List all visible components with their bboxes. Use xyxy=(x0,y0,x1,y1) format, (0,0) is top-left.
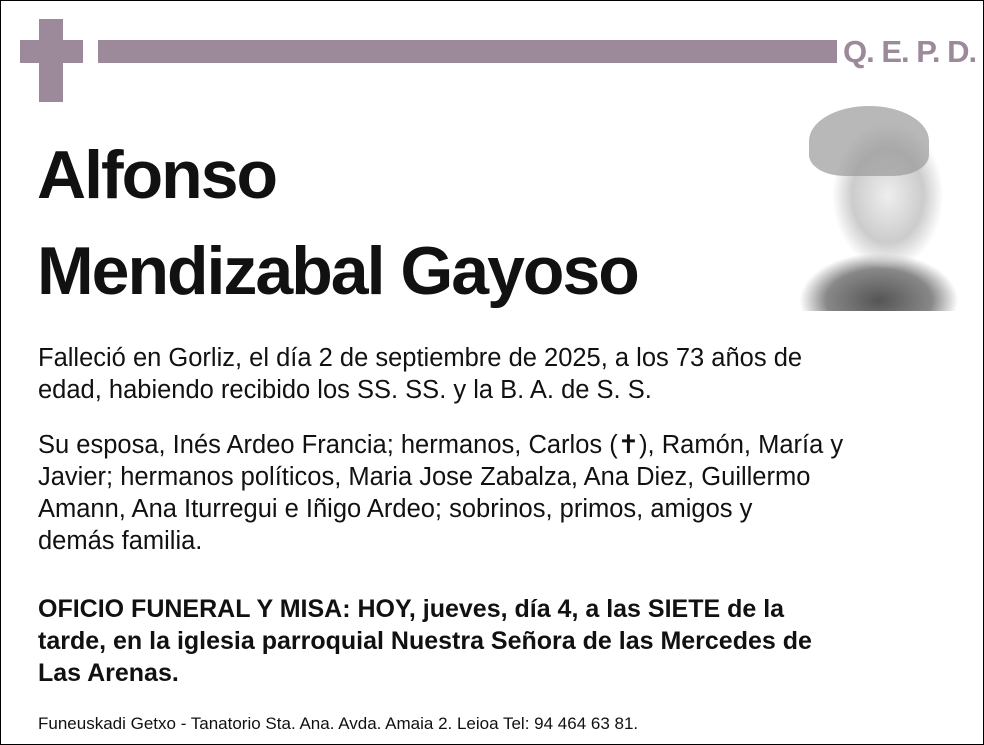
qepd-label: Q. E. P. D. xyxy=(843,34,977,69)
funeral-service-info xyxy=(38,593,812,689)
deceased-surnames: Mendizabal Gayoso xyxy=(37,233,638,309)
text-line: demás familia. xyxy=(38,527,203,555)
text-line: Javier; hermanos políticos, Maria Jose Zabalza, Ana Diez, Guillermo xyxy=(38,463,811,491)
header-bar xyxy=(98,40,837,63)
text-line: Las Arenas. xyxy=(38,659,179,687)
cross-icon-arm xyxy=(20,40,83,63)
deceased-first-name: Alfonso xyxy=(37,137,277,213)
funeral-home-footer: Funeuskadi Getxo - Tanatorio Sta. Ana. Avda. Amaia 2. Leioa Tel: 94 464 63 81. xyxy=(38,714,639,733)
death-details xyxy=(38,342,802,406)
text-line: OFICIO FUNERAL Y MISA: HOY, jueves, día 4, a las SIETE de la xyxy=(38,595,785,623)
deceased-photo xyxy=(791,101,967,311)
text-line: Falleció en Gorliz, el día 2 de septiembre de 2025, a los 73 años de xyxy=(38,344,803,372)
text-line: Su esposa, Inés Ardeo Francia; hermanos, Carlos (✝), Ramón, María y xyxy=(38,431,844,459)
family-list xyxy=(38,429,843,557)
text-line: tarde, en la iglesia parroquial Nuestra Señora de las Mercedes de xyxy=(38,627,812,655)
text-line: edad, habiendo recibido los SS. SS. y la B. A. de S. S. xyxy=(38,376,652,404)
text-line: Amann, Ana Iturregui e Iñigo Ardeo; sobrinos, primos, amigos y xyxy=(38,495,753,523)
